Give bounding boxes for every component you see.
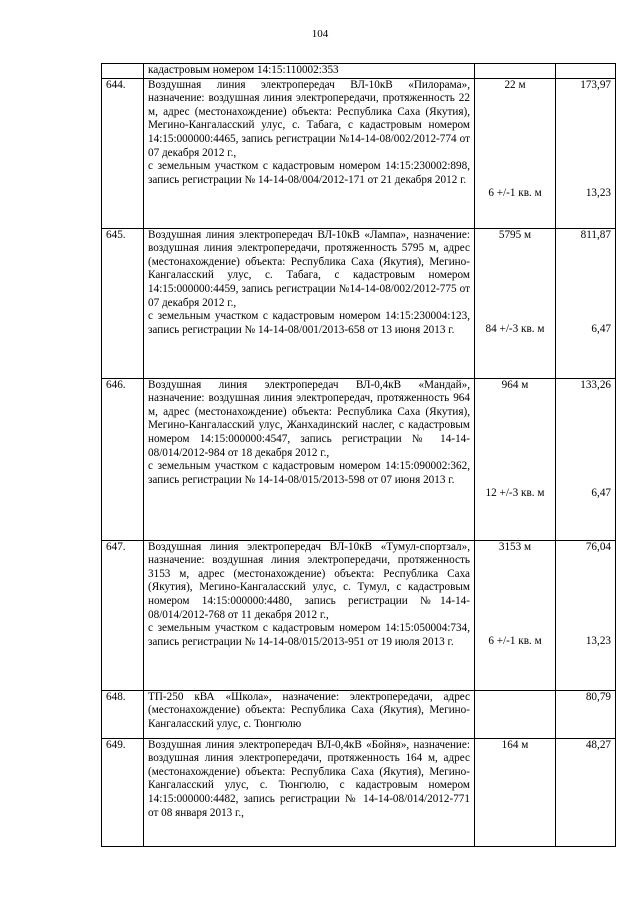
object-description: Воздушная линия электропередач ВЛ-10кВ «Пилорама», назначение: воздушная линия электропередачи, протяженность 22 м, адрес (местонахождение) объекта: Республика Саха (Якутия), Мегино-Кангаласский улус, с. Табага, с кадастровым номером 14:15:000000:4465, запись регистрации №14-14-08/002/2012-774 от 07 декабря 2012 г., <box>148 78 470 159</box>
object-description: Воздушная линия электропередач ВЛ-10кВ «Лампа», назначение: воздушная линия электропередачи, протяженность 5795 м, адрес (местонахождение) объекта: Республика Саха (Якутия), Мегино-Кангаласский улус, с. Табага, с кадастровым номером 14:15:000000:4459, запись регистрации №14-14-08/002/2012-775 от 07 декабря 2012 г., <box>148 228 470 309</box>
object-value: 133,26 <box>580 378 611 391</box>
length-value: 5795 м <box>498 228 532 241</box>
quantity-cell <box>475 64 556 79</box>
table-row-continuation <box>102 64 616 79</box>
area-value: 84 +/-3 кв. м <box>485 323 545 335</box>
land-plot-description: с земельным участком с кадастровым номером 14:15:050004:734, запись регистрации № 14-14-08/015/2013-951 от 19 июля 2013 г. <box>148 622 470 648</box>
land-value: 13,23 <box>585 187 611 199</box>
table-row <box>102 228 616 378</box>
description-cell <box>144 378 475 540</box>
land-value: 6,47 <box>591 487 611 499</box>
quantity-cell <box>475 228 556 378</box>
description-cell <box>144 540 475 690</box>
area-value: 6 +/-1 кв. м <box>488 635 542 647</box>
page-number: 104 <box>311 28 329 40</box>
area-value: 12 +/-3 кв. м <box>485 487 545 499</box>
land-value: 6,47 <box>591 323 611 335</box>
description-cell <box>144 738 475 846</box>
object-description: Воздушная линия электропередач ВЛ-0,4кВ «Бойня», назначение: воздушная линия электропередачи, протяженность 164 м, адрес (местонахождение) объекта: Республика Саха (Якутия), Мегино-Кангаласский улус, с. Тюнгюлю, с кадастровым номером 14:15:000000:4482, запись регистрации № 14-14-08/014/2012-771 от 08 января 2013 г., <box>148 738 470 819</box>
description-cell <box>144 690 475 738</box>
property-registry-table <box>101 63 616 847</box>
row-number: 647. <box>102 540 144 690</box>
area-value: 6 +/-1 кв. м <box>488 187 542 199</box>
length-value: 22 м <box>504 78 526 91</box>
table-row <box>102 738 616 846</box>
value-cell <box>556 378 616 540</box>
object-value: 811,87 <box>580 228 611 241</box>
object-value: 76,04 <box>585 540 611 553</box>
object-description: Воздушная линия электропередач ВЛ-10кВ «Тумул-спортзал», назначение: воздушная линия электропередачи, протяженность 3153 м, адрес (местонахождение) объекта: Республика Саха (Якутия), Мегино-Кангаласский улус, с. Тумул, с кадастровым номером 14:15:000000:4480, запись регистрации №14-14-08/014/2012-768 от 11 декабря 2012 г., <box>148 540 470 621</box>
value-cell <box>556 78 616 228</box>
quantity-cell <box>475 78 556 228</box>
value-cell: 48,27 <box>556 738 616 846</box>
description-cell: кадастровым номером 14:15:110002:353 <box>144 64 475 79</box>
table-row <box>102 690 616 738</box>
description-cell <box>144 78 475 228</box>
object-description: Воздушная линия электропередач ВЛ-0,4кВ «Мандай», назначение: воздушная линия электропередач, протяженность 964 м, адрес (местонахождение) объекта: Республика Саха (Якутия), Мегино-Кангаласский улус, Жанхадинский наслег, с кадастровым номером 14:15:000000:4547, запись регистрации № 14-14-08/014/2012-984 от 18 декабря 2012 г., <box>148 378 470 459</box>
description-cell <box>144 228 475 378</box>
row-number: 649. <box>102 738 144 846</box>
row-number: 645. <box>102 228 144 378</box>
table-row <box>102 78 616 228</box>
quantity-cell <box>475 540 556 690</box>
row-number: 648. <box>102 690 144 738</box>
land-plot-description: с земельным участком с кадастровым номером 14:15:230002:898, запись регистрации № 14-14-08/004/2012-171 от 21 декабря 2012 г. <box>148 160 470 186</box>
table-row <box>102 378 616 540</box>
length-value: 964 м <box>501 378 529 391</box>
row-number: 646. <box>102 378 144 540</box>
land-value: 13,23 <box>585 635 611 647</box>
value-cell <box>556 228 616 378</box>
quantity-cell: 164 м <box>475 738 556 846</box>
value-cell <box>556 64 616 79</box>
row-number: 644. <box>102 78 144 228</box>
value-cell <box>556 540 616 690</box>
object-value: 173,97 <box>580 78 611 91</box>
quantity-cell <box>475 690 556 738</box>
object-description: ТП-250 кВА «Школа», назначение: электропередачи, адрес (местонахождение) объекта: Республика Саха (Якутия), Мегино-Кангаласский улус, с. Тюнгюлю <box>148 690 470 730</box>
table-row <box>102 540 616 690</box>
length-value: 3153 м <box>498 540 532 553</box>
value-cell: 80,79 <box>556 690 616 738</box>
land-plot-description: с земельным участком с кадастровым номером 14:15:090002:362, запись регистрации № 14-14-08/015/2013-598 от 07 июня 2013 г. <box>148 460 470 486</box>
quantity-cell <box>475 378 556 540</box>
land-plot-description: с земельным участком с кадастровым номером 14:15:230004:123, запись регистрации № 14-14-08/001/2013-658 от 13 июня 2013 г. <box>148 310 470 336</box>
number-cell <box>102 64 144 79</box>
